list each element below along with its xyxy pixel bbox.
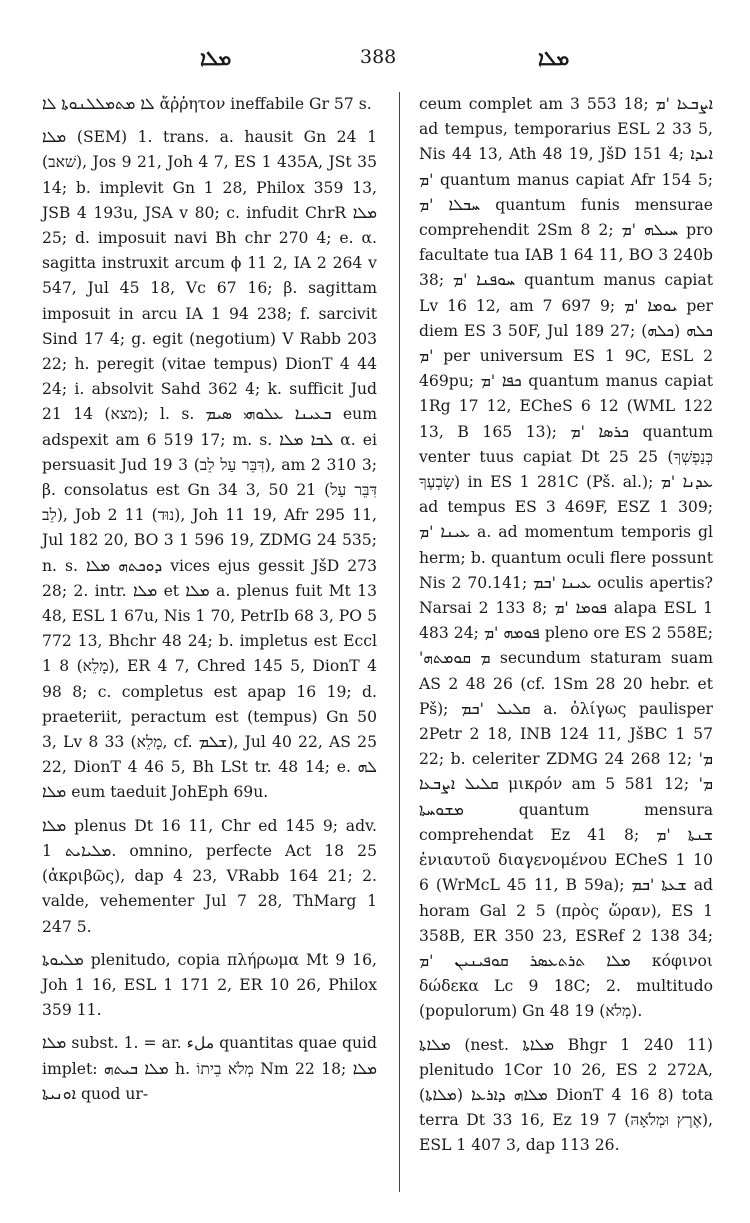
entry-plenitudo: ܡܠܐܬܐ (nest. ܡܠܐܬܐ Bhgr 1 240 11) plenitudo 1Cor 10 26, ES 2 272A, ܡܠܐܗ ܕܐܪܥܐ (ܡܠܐܬܐ) DionT 4 16 8) tota terra Dt 33 16, Ez 19 7 (אֶרֶץ וּמְלֹאָהּ), ESL 1 407 3, dap 113 26.: [419, 1035, 714, 1155]
entry-mla-adjective: ܡܠܐ plenus Dt 16 11, Chr ed 145 9; adv. ܡܠܝܐܝܬ 1. omnino, perfecte Act 18 25 (ἀκριβῶς), dap 4 23, VRabb 164 21; 2. valde, vehementer Jul 7 28, ThMarg 1 247 5.: [42, 816, 377, 936]
column-divider: [399, 92, 400, 1192]
running-head-left: ܡܠܐ: [200, 46, 232, 70]
entry-plenitudo-copia: ܡܠܝܘܬܐ plenitudo, copia πλήρωμα Mt 9 16, Joh 1 16, ESL 1 171 2, ER 10 26, Philox 359 11.: [42, 950, 377, 1020]
page-number: 388: [360, 46, 397, 68]
running-head-right: ܡܠܐ: [538, 46, 570, 70]
right-column: [419, 92, 713, 1167]
left-column: [42, 92, 377, 1115]
entry-mla-verb: ܡܠܐ (SEM) 1. trans. a. hausit Gn 24 1 (שׁאב), Jos 9 21, Joh 4 7, ES 1 435A, JSt 35 14; b. implevit Gn 1 28, Philox 359 13, JSB 4 193u, JSA v 80; c. infudit ChrR ܡܠܐ 25; d. imposuit navi Bh chr 270 4; e. α. sagitta instruxit arcum ϕ 11 2, IA 2 264 v 547, Jul 45 18, Vc 67 16; β. sagittam imposuit in arcu IA 1 94 238; f. sarcivit Sind 17 4; g. egit (negotium) V Rabb 203 22; h. peregit (vitae tempus) DionT 4 44 24; i. absolvit Sahd 362 4; k. sufficit Jud 21 14 (מצא); l. s. ܒܥܝܢܐ ܥܠܘܗܝ ܣܝܡ eum adspexit am 6 519 17; m. s. ܠܒܐ ܡܠܐ α. ei persuasit Jud 19 3 (דִּבֵּר עַל לֵב), am 2 310 3; β. consolatus est Gn 34 3, 50 21 (דִּבֵּר עַל לֵב), Job 2 11 (נוּד), Joh 11 19, Afr 295 11, Jul 182 20, BO 3 1 596 19, ZDMG 24 535; n. s. ܕܘܟܬܗ ܡܠܐ vices ejus gessit JšD 273 28; 2. intr. ܡܠܐ et ܡܠܐ a. plenus fuit Mt 13 48, ESL 1 67u, Nis 1 70, PetrIb 68 3, PO 5 772 13, Bhchr 48 24; b. impletus est Eccl 1 8 (מָלֵא), ER 4 7, Chred 145 5, DionT 4 98 8; c. completus est apap 16 19; d. praeteriit, peractum est (tempus) Gn 50 3, Lv 8 33 (מָלֵא, cf. ܫܠܡ), Jul 40 22, AS 25 22, DionT 4 46 5, Bh LSt tr. 48 14; e. ܠܗ ܡܠܐ eum taeduit JohEph 69u.: [42, 128, 377, 802]
page-header: [0, 46, 750, 76]
entry-mla-substantive-continued: ceum complet am 3 553 18; ܐܨܒܥܐ 'ܡ ad tempus, temporarius ESL 2 33 5, Nis 44 13, Ath 48 19, JšD 151 4; ܐܝܕܐ 'ܡ quantum manus capiat Afr 154 5; ܚܒܠܐ 'ܡ quantum funis mensurae comprehendit 2Sm 8 2; ܚܝܠܗ 'ܡ pro facultate tua IAB 1 64 11, BO 3 240b 38; ܚܘܦܢܐ 'ܡ quantum manus capiat Lv 16 12, am 7 697 9; ܝܘܡܐ 'ܡ per diem ES 3 50F, Jul 189 27; (ܟܠܗ) ܟܠܗ 'ܡ per universum ES 1 9C, ESL 2 469pu; ܟܦܐ 'ܡ quantum manus capiat 1Rg 17 12, ECheS 6 12 (WML 122 13, B 165 13); ܟܪܣܐ 'ܡ quantum venter tuus capiat Dt 25 25 (כְּנַפְשְׁךָ שָׂבְעֶךָ) in ES 1 281C (Pš. al.); ܥܕܢܐ 'ܡ ad tempus ES 3 469F, ESZ 1 309; ܥܝܢܐ 'ܡ a. ad momentum temporis gl herm; b. quantum oculi flere possunt Nis 2 70.141; ܥܝܢܐ 'ܒܡ oculis apertis? Narsai 2 133 8; ܦܘܡܐ 'ܡ alapa ESL 1 483 24; ܦܘܡܗ 'ܡ pleno ore ES 2 558E; 'ܡ ܩܘܡܬܗ secundum staturam suam AS 2 48 26 (cf. 1Sm 28 20 hebr. et Pš); ܩܠܝܠ 'ܒܡ a. ὀλίγως paulisper 2Petr 2 18, INB 124 11, JšBC 1 57 22; b. celeriter ZDMG 24 268 12; 'ܡ ܩܠܝܠ ܐܨܒܥܐ μικρόν am 5 581 12; 'ܡ ܡܫܘܚܬܐ quantum mensura comprehendat Ez 41 8; ܫܢܬܐ 'ܡ ἐνιαυτοῦ διαγενομένου ECheS 1 10 6 (WrMcL 45 11, B 59a); ܫܥܬܐ 'ܒܡ ad horam Gal 2 5 (πρὸς ὥραν), ES 1 358B, ER 350 23, ESRef 2 138 34; ܡܠܐ ܬܪܬܥܣܪ ܩܘܦܝܢܝܢ 'ܡ κόφινοι δώδεκα Lc 9 18C; 2. multitudo (populorum) Gn 48 19 (מְלֹא).: [419, 95, 714, 1021]
entry-mla-substantive: ܡܠܐ subst. 1. = ar. ملء quantitas quae quid implet: ܡܠܐ ܒܝܬܗ h. מְלֹא בֵיתוֹ Nm 22 18; ܡܠܐ ܐܘܢܝܬܐ quod ur-: [42, 1034, 378, 1103]
entry-ineffabile: ܠܐ ܡܬܡܠܠܢܘܬܐ ܠܐ ἄῤῥητον ineffabile Gr 57 s.: [42, 95, 372, 113]
